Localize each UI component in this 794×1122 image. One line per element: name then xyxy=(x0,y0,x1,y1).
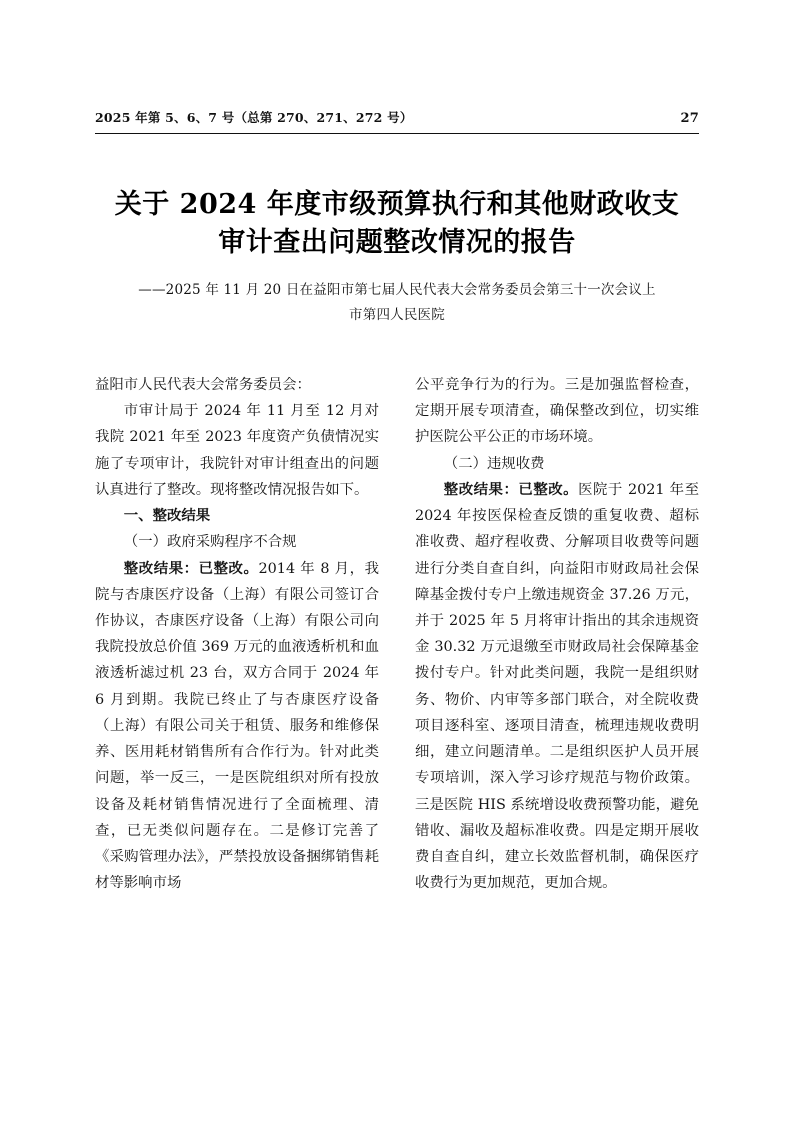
paragraph-1-2 xyxy=(415,477,699,897)
paragraph-1-1 xyxy=(95,556,379,897)
paragraph-1-1-lead: 整改结果：已整改。 xyxy=(123,559,259,577)
body-columns xyxy=(95,372,699,1022)
page-title-line-1: 关于 2024 年度市级预算执行和其他财政收支 xyxy=(114,189,680,220)
column-left xyxy=(95,372,379,1022)
header-issue-text: 2025 年第 5、6、7 号（总第 270、271、272 号） xyxy=(95,110,413,125)
title-organization: 市第四人民医院 xyxy=(349,306,445,323)
paragraph-1-1-text: 2014 年 8 月，我院与杏康医疗设备（上海）有限公司签订合作协议，杏康医疗设备（上海）有限公司向我院投放总价值 369 万元的血液透析机和血液透析滤过机 23 台，双方合同于 2024 年 6 月到期。我院已终止了与杏康医疗设备（上海）有限公司关于租赁、服务和维修保养、医用耗材销售所有合作行为。针对此类问题，举一反三，一是医院组织对所有投放设备及耗材销售情况进行了全面梳理、清查，已无类似问题存在。二是修订完善了《采购管理办法》，严禁投放设备捆绑销售耗材等影响市场 xyxy=(95,560,379,892)
paragraph-1-2-lead: 整改结果：已整改。 xyxy=(443,480,579,498)
header-divider xyxy=(95,133,699,134)
intro-paragraph: 市审计局于 2024 年 11 月至 12 月对我院 2021 年至 2023 年度资产负债情况实施了专项审计，我院针对审计组查出的问题认真进行了整改。现将整改情况报告如下。 xyxy=(95,403,379,498)
salutation: 益阳市人民代表大会常务委员会： xyxy=(95,377,311,393)
page-number: 27 xyxy=(680,111,699,126)
page-title xyxy=(95,186,699,263)
paragraph-1-2-text: 医院于 2021 年至 2024 年按医保检查反馈的重复收费、超标准收费、超疗程收费、分解项目收费等问题进行分类自查自纠，向益阳市财政局社会保障基金拨付专户上缴违规资金 37.26 万元，并于 2025 年 5 月将审计指出的其余违规资金 30.32 万元退缴至市财政局社会保障基金拨付专户。针对此类问题，我院一是组织财务、物价、内审等多部门联合，对全院收费项目逐科室、逐项目清查，梳理违规收费明细，建立问题清单。二是组织医护人员开展专项培训，深入学习诊疗规范与物价政策。三是医院 HIS 系统增设收费预警功能，避免错收、漏收及超标准收费。四是定期开展收费自查自纠，建立长效监督机制，确保医疗收费行为更加规范，更加合规。 xyxy=(415,481,699,892)
subsection-heading-1-1: （一）政府采购程序不合规 xyxy=(123,534,297,551)
column-right xyxy=(415,372,699,1022)
page-title-line-2: 审计查出问题整改情况的报告 xyxy=(218,227,576,259)
paragraph-1-1-cont: 公平竞争行为的行为。三是加强监督检查，定期开展专项清查，确保整改到位，切实维护医院公平公正的市场环境。 xyxy=(415,377,699,446)
section-heading-1: 一、整改结果 xyxy=(123,507,211,525)
title-subtitle: ——2025 年 11 月 20 日在益阳市第七届人民代表大会常务委员会第三十一次会议上 xyxy=(138,281,656,298)
subsection-heading-1-2: （二）违规收费 xyxy=(443,455,545,472)
running-header xyxy=(95,108,699,126)
title-block xyxy=(95,186,699,327)
